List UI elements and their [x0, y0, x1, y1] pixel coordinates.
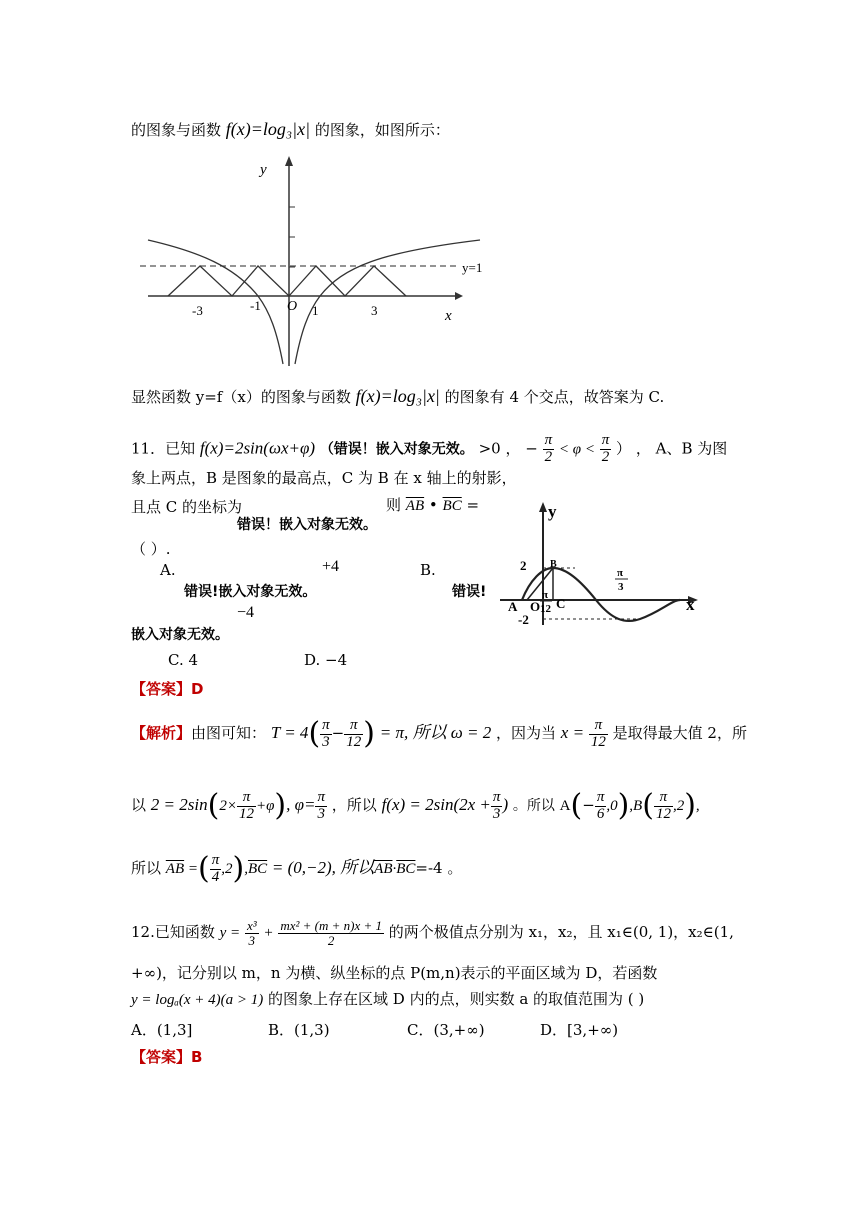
q11-vector-expr	[386, 494, 479, 515]
analysis-l1b: T = 4	[270, 723, 309, 742]
comma-two: ,2	[672, 798, 685, 814]
plus: +	[263, 925, 274, 941]
analysis-l1e: x =	[560, 723, 585, 742]
analysis-l1a: 由图可知：	[191, 724, 267, 742]
comma-two: ,2	[221, 861, 233, 877]
log-curve-right	[295, 240, 483, 364]
graph-sine	[500, 500, 710, 640]
frac-pi-12: $\frac{\pi}{12}$	[346, 716, 362, 750]
paren-open: (	[308, 716, 321, 751]
q12-line3-b: 的图象上存在区域 D 内的点，则实数 a 的取值范围为 ( )	[268, 990, 645, 1008]
q12-option-c: C．(3,+∞)	[407, 1021, 485, 1039]
eq: =	[184, 861, 198, 877]
q11-blank: （ ）.	[131, 540, 171, 558]
q11-option-c: C. 4	[168, 651, 199, 669]
label-O: O	[530, 599, 541, 614]
paren-open: (	[642, 788, 654, 823]
q11-option-a-value: +4	[322, 558, 340, 575]
vec-bc-3: $\overline{BC}$	[396, 861, 416, 877]
answer-tag: 【答案】	[131, 680, 192, 698]
vec-ab-3: $\overline{AB}$	[374, 861, 393, 877]
label-pi-3-num: π	[617, 567, 624, 579]
y-axis-arrow	[539, 502, 547, 512]
comma: ,	[629, 798, 634, 814]
frac-pi-12c: $\frac{\pi}{12}$	[238, 788, 254, 822]
q11-option-b-error2: 嵌入对象无效。	[131, 627, 229, 643]
frac-pi-2-right: $\frac{\pi}{2}$	[601, 432, 610, 465]
answer-11	[131, 678, 203, 699]
answer-value: B	[191, 1048, 203, 1066]
plus-phi: +φ	[255, 798, 275, 814]
paren-close: )	[617, 788, 630, 823]
conclusion-line	[131, 386, 664, 407]
comma: ,	[244, 861, 248, 877]
q12-option-d: D．[3,+∞)	[540, 1021, 619, 1039]
frac-pi-3b: $\frac{\pi}{3}$	[317, 788, 325, 822]
conclusion-suffix: 的图象有 4 个交点，故答案为 C.	[444, 388, 665, 406]
answer-value: D	[191, 680, 204, 698]
analysis-line2	[131, 788, 700, 823]
y-eq: y =	[219, 925, 241, 941]
q12-line3-a: y = logₐ(x + 4)(a > 1)	[131, 992, 264, 1008]
label-C: C	[556, 596, 566, 611]
analysis-l2f: )	[502, 795, 509, 814]
frac-pi-3: $\frac{\pi}{3}$	[322, 716, 330, 750]
q11-option-d: D. −4	[304, 651, 348, 669]
two-times: 2×	[219, 798, 237, 814]
q11-then: 则	[386, 496, 402, 514]
q11-option-a-label: A.	[160, 561, 176, 579]
y-axis-label: y	[548, 502, 557, 521]
analysis-l1f: 是取得最大值 2，所	[612, 724, 747, 742]
analysis-l2b: 2 = 2sin	[150, 795, 208, 814]
analysis-l3e: =-4 。	[415, 859, 463, 877]
analysis-l3d: = (0,−2), 所以	[271, 858, 375, 877]
q12-option-b: B．(1,3)	[268, 1021, 330, 1039]
tick-label-1: 1	[312, 303, 319, 318]
minus: −	[331, 724, 345, 742]
paren-open: (	[207, 788, 220, 823]
frac-pi-6: $\frac{\pi}{6}$	[596, 788, 605, 822]
analysis-l1c: = π, 所以 ω = 2	[379, 723, 492, 742]
origin-label: O	[287, 299, 298, 314]
frac-poly: $\frac{\text{mx² + (m + n)x + 1}}{2}$	[280, 917, 383, 948]
conclusion-prefix: 显然函数 y=f（x）的图象与函数	[131, 388, 351, 406]
q11-option-b-error: 错误!	[452, 584, 487, 600]
intro-line	[131, 119, 450, 140]
q12-line1-b: 的两个极值点分别为 x₁，x₂，且 x₁∈(0, 1)，x₂∈(1,	[388, 923, 734, 941]
frac-pi-2-left: $\frac{\pi}{2}$	[544, 432, 553, 465]
label-pi-12-den: 12	[540, 603, 551, 615]
analysis-l1d: ，因为当	[496, 724, 557, 742]
q12-line3	[131, 988, 644, 1009]
q12-line1-a: 12.已知函数	[131, 923, 215, 941]
label-pi-12-num: π	[542, 589, 549, 601]
paren-open: (	[198, 851, 210, 886]
label-pi-3-den: 3	[618, 581, 624, 593]
q12-line2: +∞)，记分别以 m，n 为横、纵坐标的点 P(m,n)表示的平面区域为 D，若函数	[131, 964, 658, 982]
q11-cond2-right: ）	[616, 439, 632, 458]
paren-close: )	[363, 716, 375, 751]
q11-error2: 错误！嵌入对象无效。	[237, 517, 377, 533]
analysis-line1	[131, 717, 747, 750]
analysis-l2a: 以	[131, 796, 147, 814]
x-axis-label: x	[445, 308, 452, 324]
q11-cond1: >0 ，	[478, 439, 521, 458]
q11-option-b-label: B.	[420, 561, 436, 579]
paren-open: (	[570, 788, 583, 823]
point-b-label: B	[633, 798, 643, 814]
q11-line3-prefix: 且点 C 的坐标为	[131, 498, 243, 516]
dot-op: ·	[392, 861, 397, 877]
paren-close: )	[274, 788, 287, 823]
x-axis-label: x	[686, 595, 695, 614]
q12-line1	[131, 910, 734, 955]
vec-ab: $\overline{AB}$	[405, 498, 425, 514]
conclusion-formula: f(x)=log₃|x|	[355, 386, 440, 406]
q11-number: 11．已知	[131, 439, 196, 458]
vec-bc-2: $\overline{BC}$	[247, 861, 268, 877]
triangle-wave	[168, 266, 406, 296]
answer-tag: 【答案】	[131, 1048, 192, 1066]
frac-pi-12d: $\frac{\pi}{12}$	[655, 788, 671, 822]
q11-option-a-error: 错误!嵌入对象无效。	[184, 584, 317, 600]
q11-cond2-mid: < φ <	[558, 441, 595, 458]
vec-ab-2: $\overline{AB}$	[165, 861, 185, 877]
analysis-tag: 【解析】	[131, 724, 192, 742]
hline-label: y=1	[462, 260, 483, 275]
intro-formula: f(x)=log₃|x|	[225, 119, 311, 139]
analysis-l2d: ，所以	[331, 796, 377, 814]
analysis-l2g: 。所以	[512, 798, 555, 814]
analysis-l3a: 所以	[131, 859, 162, 877]
graph-log-intersections	[140, 152, 500, 372]
y-axis-label: y	[260, 162, 267, 178]
frac-pi-12b: $\frac{\pi}{12}$	[590, 716, 606, 750]
frac-x3-3: $\frac{\text{x³}}{3}$	[246, 917, 257, 948]
q12-option-a: A．(1,3]	[131, 1021, 193, 1039]
comma-end: ,	[695, 798, 700, 814]
point-a-label: A	[559, 798, 571, 814]
frac-pi-4: $\frac{\pi}{4}$	[211, 851, 220, 885]
q11-rest-line1: ， A、B 为图	[635, 439, 728, 458]
paren-close: )	[684, 788, 696, 823]
label-2: 2	[520, 558, 527, 573]
y-axis-arrow	[285, 156, 293, 166]
log-curve-left	[148, 240, 283, 364]
vec-bc: $\overline{BC}$	[442, 498, 462, 514]
q11-formula: f(x)=2sin(ωx+φ)	[199, 438, 316, 458]
equals: =	[466, 496, 480, 514]
q11-line2: 象上两点，B 是图象的最高点，C 为 B 在 x 轴上的射影，	[131, 469, 517, 487]
analysis-line3	[131, 851, 462, 886]
label-neg2: -2	[518, 612, 529, 627]
analysis-l2c: , φ=	[286, 795, 316, 814]
intro-suffix: 的图象，如图所示：	[314, 121, 450, 139]
label-A: A	[508, 599, 518, 614]
q11-option-b-value: −4	[237, 604, 255, 621]
tick-label-neg1: -1	[250, 298, 261, 313]
q11-cond2-left: −	[525, 439, 538, 458]
q11-error1: （错误！嵌入对象无效。	[319, 441, 474, 458]
answer-12	[131, 1046, 202, 1067]
tick-label-3: 3	[371, 303, 378, 318]
intro-prefix: 的图象与函数	[131, 121, 222, 139]
tick-label-neg3: -3	[192, 303, 203, 318]
dot-op: •	[428, 496, 438, 514]
label-B: B	[550, 559, 557, 570]
q11-line3	[131, 496, 242, 517]
x-axis-arrow	[455, 292, 463, 300]
q11-line1	[131, 433, 727, 466]
analysis-l2e: f(x) = 2sin(2x +	[381, 795, 491, 814]
paren-close: )	[232, 851, 245, 886]
comma-zero: ,0	[606, 798, 618, 814]
frac-pi-3c: $\frac{\pi}{3}$	[492, 788, 501, 822]
minus: −	[582, 796, 595, 814]
